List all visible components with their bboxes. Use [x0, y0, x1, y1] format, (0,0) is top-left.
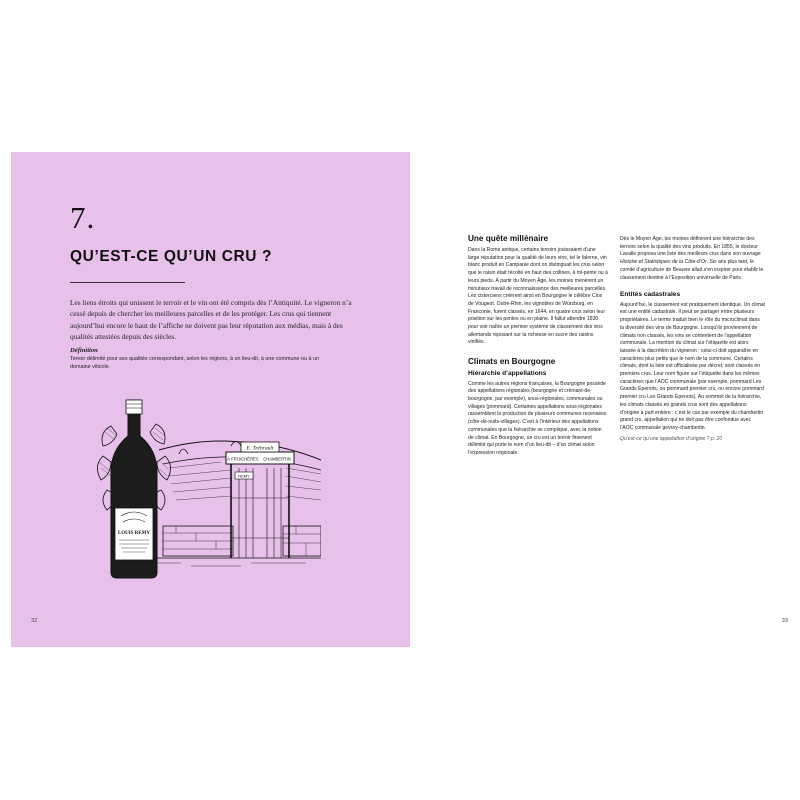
left-page	[11, 152, 410, 647]
bottle-label: LOUIS REMY	[117, 531, 151, 536]
wine-bottle-gate-illustration	[81, 398, 321, 583]
paragraph-quete: Dans la Rome antique, certains terroirs jouissaient d’une large réputation pour la qualité de leurs vins, tel le falerne, vin blanc produit en Campanie dont on distinguait les crus selon que le raisin était récolté en haut des collines, à mi-pente ou à leurs pieds. À partir du Moyen Âge, les moines mènèrent un minutieux travail de reconnaissance des meilleures parcelles. Les cisterciens créèrent ainsi en Bourgogne le célèbre Clos de Vougeot. Outre-Rhin, les vignobles de Würzburg, en Franconie, furent classés, en 1644, en quatre crus selon leur position sur les pentes ou en plaine. Il fallut attendre 1830 pour voir naître un premier système de classement des vins allemands reposant sur la richesse en sucre des raisins vinifiés.	[468, 247, 608, 346]
title-divider	[70, 282, 185, 283]
paragraph-moyen-age-start: Dès le Moyen Âge, les moines définirent une hiérarchie des terroirs selon la qualité des vins produits. En 1855, le docteur Lavalle proposa une liste des meilleurs crus dans son ouvrage	[620, 236, 761, 258]
intro-paragraph: Les liens étroits qui unissent le terroir et le vin ont été compris dès l’Antiquité. Le vigneron n’a cessé depuis de chercher les meilleures parcelles et de les protéger. Les crus qui tiennent aujourd’hui encore le haut de l’affiche ne doivent pas leur réputation aux médias, mais à des qualités attestées depuis des siècles.	[70, 298, 352, 342]
chapter-title: QU’EST-CE QU’UN CRU ?	[70, 248, 273, 265]
paragraph-entites: Aujourd’hui, le classement est pratiquement identique. Un climat est une entité cadastrale. Il peut se partager entre plusieurs propriétaires. Le terme traduit bien le rôle du microclimat dans la diversité des vins de Bourgogne. Lorsqu’ils proviennent de climats non classés, les vins se contentent de l’appellation communale. La mention du climat sur l’étiquette est alors laissée à la discrétion du vigneron ; celui-ci doit apparaître en caractères plus petits que le nom de la commune. Certains climats, dont la liste est officialisée par décret, sont classés en premiers crus. Leur nom figure sur l’étiquette dans les mêmes caractères que l’AOC communale (par exemple, pommard Les Grands Épenots, ou pommard premier cru, ou encore pommard premier cru Les Grands Épenots). Au sommet de la hiérarchie, les climats classés en grands crus sont des appellations d’origine à part entière : c’est le cas par exemple du chambertin grand cru, appellation qui ne doit pas être confondue avec l’AOC communale gevrey-chambertin.	[620, 301, 765, 431]
definition-label: Définition	[70, 347, 98, 354]
cross-reference-link[interactable]: Qu’est-ce qu’une appellation d’origine ? p. 20	[620, 435, 723, 442]
paragraph-moyen-age	[620, 236, 765, 282]
right-page	[410, 152, 800, 647]
definition-text: Terroir délimité pour ses qualités correspondant, selon les régions, à un lieu-dit, à une commune ou à un domaine viticole.	[70, 356, 320, 371]
gate-sign-left: À FROICHÈRES	[227, 456, 259, 462]
gate-sign-right: CHAMBERTIN	[263, 456, 291, 462]
page-number-left: 32	[31, 618, 38, 624]
section-heading-quete: Une quête millénaire	[468, 234, 549, 243]
section-heading-climats: Climats en Bourgogne	[468, 357, 556, 367]
gate-plaque: REMY	[238, 473, 250, 479]
chapter-number: 7.	[70, 200, 96, 235]
paragraph-moyen-age-end: . Six ans plus tard, le comité d’agriculture de Beaune allait s’en inspirer pour établir le classement destiné à l’Exposition universelle de Paris.	[620, 259, 764, 281]
text-column-1	[468, 234, 608, 458]
page-number-right: 33	[781, 618, 788, 624]
book-title: Histoire et Statistiques de la Côte-d’Or	[620, 259, 707, 266]
paragraph-hierarchie: Comme les autres régions françaises, la Bourgogne possède des appellations régionales (bourgogne et crémant-de-bourgogne, par exemple), sous-régionales, communales ou villages (pommard). Certaines appellations sous-régionales rassemblent la production de plusieurs communes recensées (côte-de-nuits-villages). C’est à l’intérieur des appellations communales que la hiérarchie se complique, avec la notion de climat. En Bourgogne, un cru est un terroir finement délimité qui porte le nom d’un lieu-dit – d’un climat selon l’expression régionale.	[468, 380, 607, 456]
subheading-entites: Entités cadastrales	[620, 291, 681, 299]
text-column-2	[620, 236, 765, 443]
gate-top-sign: E. Trébrault	[246, 445, 274, 452]
subheading-hierarchie: Hiérarchie d’appellations	[468, 370, 547, 378]
